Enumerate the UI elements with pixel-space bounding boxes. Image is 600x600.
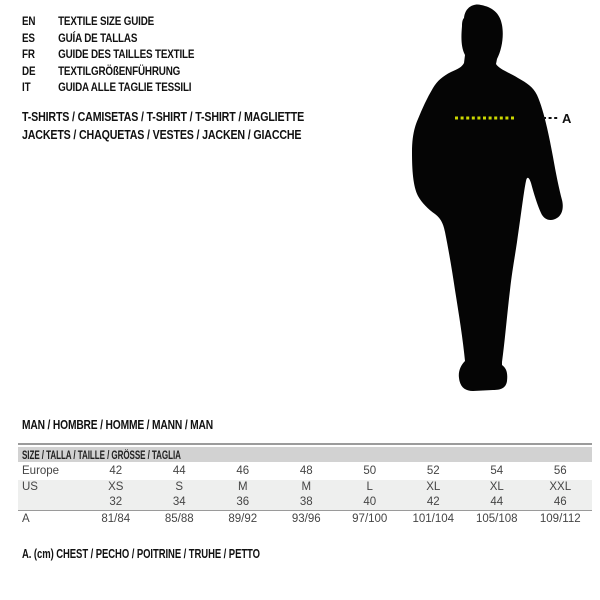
- man-silhouette: [412, 5, 563, 391]
- table-cell: 40: [363, 496, 377, 508]
- category-lines: [22, 108, 366, 143]
- table-cell: 97/100: [352, 513, 388, 525]
- table-row-label: [18, 495, 84, 510]
- language-title: GUÍA DE TALLAS: [58, 30, 138, 45]
- table-top-divider: [18, 443, 592, 445]
- table-cell: L: [366, 481, 373, 493]
- table-cell: 34: [172, 496, 186, 508]
- language-code: IT: [22, 80, 31, 94]
- table-cell: 105/108: [475, 513, 518, 525]
- table-header-band: [18, 447, 592, 462]
- table-cell: 101/104: [412, 513, 455, 525]
- language-row: [22, 13, 194, 30]
- table-row-label: Europe: [22, 465, 60, 477]
- language-title: TEXTILE SIZE GUIDE: [58, 14, 155, 28]
- table-row-label: US: [22, 481, 38, 493]
- language-row: [22, 63, 194, 80]
- table-cell: XL: [426, 481, 441, 493]
- table-cell: M: [237, 481, 248, 493]
- table-cell: 44: [490, 496, 504, 508]
- category-line-jackets: JACKETS / CHAQUETAS / VESTES / JACKEN / GIACCHE: [22, 126, 302, 142]
- table-cell: XS: [108, 481, 124, 493]
- table-cell: 93/96: [291, 513, 321, 525]
- section-title-man: [22, 418, 255, 432]
- table-cell: 109/112: [539, 513, 581, 525]
- table-cell: S: [175, 481, 184, 493]
- footnote-chest: A. (cm) CHEST / PECHO / POITRINE / TRUHE / PETTO: [22, 547, 260, 561]
- language-row: [22, 79, 194, 96]
- language-title: TEXTILGRÖßENFÜHRUNG: [58, 63, 181, 78]
- table-cell: 42: [426, 496, 440, 508]
- man-silhouette-figure: [395, 0, 580, 410]
- table-cell: 48: [299, 465, 313, 477]
- table-cell: 52: [426, 465, 440, 477]
- table-cell: XL: [489, 481, 504, 493]
- language-row: [22, 30, 194, 47]
- table-body: [18, 462, 592, 528]
- language-code: DE: [22, 63, 36, 78]
- table-row: [18, 462, 592, 480]
- table-cell: 38: [299, 496, 313, 508]
- table-cell: 89/92: [228, 513, 258, 525]
- section-title-text: MAN / HOMBRE / HOMME / MANN / MAN: [22, 418, 214, 432]
- language-code: FR: [22, 47, 35, 61]
- table-cell: 46: [236, 465, 250, 477]
- table-cell: 81/84: [101, 513, 131, 525]
- measure-label-a: A: [562, 111, 572, 126]
- table-cell: M: [301, 481, 312, 493]
- table-cell: 32: [109, 496, 123, 508]
- table-cell: 85/88: [164, 513, 194, 525]
- language-list: [22, 13, 194, 96]
- table-cell: 46: [553, 496, 567, 508]
- table-row: [18, 510, 592, 528]
- table-row: [18, 480, 592, 495]
- table-cell: 36: [236, 496, 250, 508]
- size-table: [18, 447, 592, 528]
- language-title: GUIDA ALLE TAGLIE TESSILI: [58, 80, 192, 94]
- table-cell: 54: [490, 465, 504, 477]
- table-row: [18, 495, 592, 510]
- language-row: [22, 46, 194, 63]
- language-code: EN: [22, 14, 36, 28]
- category-line-tshirts: T-SHIRTS / CAMISETAS / T-SHIRT / T-SHIRT / MAGLIETTE: [22, 109, 305, 124]
- language-title: GUIDE DES TAILLES TEXTILE: [58, 47, 195, 61]
- table-cell: 50: [363, 465, 377, 477]
- table-cell: 56: [553, 465, 567, 477]
- table-header-text: SIZE / TALLA / TAILLE / GRÖSSE / TAGLIA: [22, 450, 181, 462]
- table-cell: XXL: [549, 481, 572, 493]
- language-code: ES: [22, 30, 35, 45]
- table-cell: 42: [109, 465, 123, 477]
- table-cell: 44: [172, 465, 186, 477]
- table-row-label: A: [22, 513, 30, 525]
